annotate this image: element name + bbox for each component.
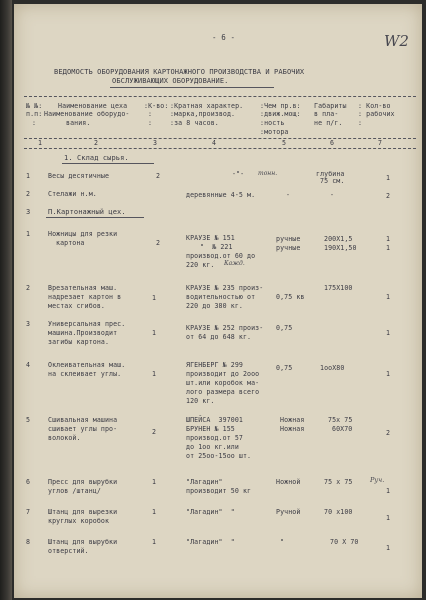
cell-text: ШПЕЙСА 397001 [186, 416, 243, 424]
title-underline [110, 87, 274, 88]
cell-text: п.п: [26, 110, 43, 118]
cell-text: 1 [38, 139, 43, 147]
cell-text: :за 8 часов. [170, 119, 219, 127]
cell-text: 1ооХ80 [320, 364, 345, 372]
cell-text: КРАУЗЕ № 151 [186, 234, 235, 242]
cell-text: 1 [26, 230, 31, 238]
cell-text: 2 [156, 239, 161, 247]
cell-text: : [148, 110, 153, 118]
cell-text: надрезает картон в [48, 293, 122, 301]
cell-text: производит 50 кг [186, 487, 252, 495]
cell-text: "Лагадин" " [186, 538, 235, 546]
cell-text: :марка,производ. [170, 110, 236, 118]
cell-text: 75х 75 [328, 416, 353, 424]
cell-text: : рабочих [358, 110, 395, 118]
cell-text: Габариты [314, 102, 347, 110]
cell-text: Наименование цеха [58, 102, 128, 110]
cell-text: 1 [152, 538, 157, 546]
cell-text: 8 [26, 538, 31, 546]
table-top-rule [24, 96, 416, 97]
cell-text: " [280, 538, 285, 546]
cell-text: 5 [282, 139, 287, 147]
cell-text: производит до 2ооо [186, 370, 260, 378]
cell-text: 60Х70 [332, 425, 353, 433]
cell-text: 5 [26, 416, 31, 424]
cell-text: ручные [276, 235, 301, 243]
cell-text: шт.или коробок ма- [186, 379, 260, 387]
cell-text: 1 [386, 174, 391, 182]
cell-text: " № 221 [200, 243, 233, 251]
cell-text: углов /штанц/ [48, 487, 101, 495]
cell-text: деревянные 4-5 м. [186, 191, 256, 199]
page-number: - 6 - [212, 33, 236, 42]
cell-text: 1 [386, 235, 391, 243]
cell-text: машина.Производит [48, 329, 118, 337]
cell-text: -"- [232, 170, 245, 178]
cell-text: 1 [386, 329, 391, 337]
cell-text: 1 [152, 478, 157, 486]
cell-text: БРУНЕН № 155 [186, 425, 235, 433]
cell-text: производ.от 60 до [186, 252, 256, 260]
cell-text: 2 [94, 139, 99, 147]
cell-text: лого размера всего [186, 388, 260, 396]
cell-text: - [286, 191, 291, 199]
section-heading-cardboard-shop: П.Картонажный цех. [48, 208, 126, 216]
cell-text: 190Х1,50 [324, 244, 357, 252]
book-binding-edge [0, 0, 12, 600]
cell-text: 1 [152, 370, 157, 378]
cell-text: Штанц для вырубки [48, 538, 118, 546]
cell-text: "Лагадин" [186, 478, 223, 486]
cell-text: : [358, 119, 363, 127]
cell-text: :К-во: [144, 102, 169, 110]
cell-text: вания. [66, 119, 91, 127]
cell-text: 2 [156, 172, 161, 180]
cell-text: волокой. [48, 434, 81, 442]
section-heading-warehouse: 1. Склад сырья. [64, 154, 129, 162]
cell-text: 6 [26, 478, 31, 486]
cell-text: 75 х 75 [324, 478, 353, 486]
cell-text: Наименование оборудо- [44, 110, 130, 118]
cell-text: 4 [26, 361, 31, 369]
cell-text: ручные [276, 244, 301, 252]
cell-text: Штанц для вырезки [48, 508, 118, 516]
cell-text: :ность [260, 119, 285, 127]
cell-text: КРАУЗЕ № 235 произ- [186, 284, 264, 292]
cell-text: 2 [26, 190, 31, 198]
cell-text: 7 [378, 139, 383, 147]
document-title-line1: ВЕДОМОСТЬ ОБОРУДОВАНИЯ КАРТОНАЖНОГО ПРОИЗВОДСТВА И РАБОЧИХ [54, 68, 305, 76]
cell-text: 70 х100 [324, 508, 353, 516]
cell-text: 7 [26, 508, 31, 516]
cell-text: "Лагадин" " [186, 508, 235, 516]
section-underline [62, 163, 154, 164]
cell-text: 4 [212, 139, 217, 147]
cell-text: местах сгибов. [48, 302, 105, 310]
cell-text: производ.от 57 [186, 434, 243, 442]
cell-text: Ручной [276, 508, 301, 516]
cell-text: № №: [26, 102, 43, 110]
cell-text: 3 [26, 320, 31, 328]
cell-text: - [330, 191, 335, 199]
cell-text: : [32, 119, 37, 127]
cell-text: до 1оо кг.или [186, 443, 239, 451]
cell-text: 1 [386, 293, 391, 301]
cell-text: картона [56, 239, 85, 247]
header-bottom-rule [24, 138, 416, 139]
cell-text: от 25оо-15оо шт. [186, 452, 252, 460]
cell-text: 3 [153, 139, 158, 147]
cell-text: от 64 до 648 кг. [186, 333, 252, 341]
cell-text: отверстий. [48, 547, 89, 555]
cell-text: 2 [386, 429, 391, 437]
cell-text: загибы картона. [48, 338, 110, 346]
cell-text: 0,75 кв [276, 293, 305, 301]
cell-text: не п/г. [314, 119, 343, 127]
cell-text: 175Х100 [324, 284, 353, 292]
cell-text: 220 до 380 кг. [186, 302, 243, 310]
cell-text: :Чем пр.в: [260, 102, 301, 110]
cell-text: 1 [152, 294, 157, 302]
cell-text: КРАУЗЕ № 252 произ- [186, 324, 264, 332]
cell-text: Руч. [370, 476, 385, 484]
cell-text: 1 [386, 514, 391, 522]
cell-text: Оклеивательная маш. [48, 361, 126, 369]
cell-text: Ножная [280, 416, 305, 424]
cell-text: 0,75 [276, 324, 293, 332]
cell-text: 220 кг. [186, 261, 215, 269]
cell-text: в пла- [314, 110, 339, 118]
cell-text: 70 Х 70 [330, 538, 359, 546]
cell-text: Весы десятичные [48, 172, 110, 180]
cell-text: 1 [386, 370, 391, 378]
cell-text: Кажд. [224, 260, 245, 267]
cell-text: 6 [330, 139, 335, 147]
cell-text: тонн. [258, 170, 278, 177]
cell-text: Ножной [276, 478, 301, 486]
cell-text: ЯГЕНБЕРГ № 299 [186, 361, 243, 369]
cell-text: :Кратная характер. [170, 102, 244, 110]
cell-text: на склеивает углы. [48, 370, 122, 378]
section-underline [46, 217, 144, 218]
cell-text: : [148, 119, 153, 127]
cell-text: :мотора [260, 128, 289, 136]
cell-text: 120 кг. [186, 397, 215, 405]
cell-text: Сшивальная машина [48, 416, 118, 424]
cell-text: 1 [152, 329, 157, 337]
section-number: 3 [26, 208, 31, 216]
corner-handwritten-mark: W2 [384, 32, 409, 50]
cell-text: 200Х1,5 [324, 235, 353, 243]
cell-text: 1 [386, 487, 391, 495]
cell-text: 2 [26, 284, 31, 292]
cell-text: 75 см. [320, 177, 345, 185]
cell-text: 1 [152, 508, 157, 516]
cell-text: 2 [386, 192, 391, 200]
cell-text: водительностью от [186, 293, 256, 301]
cell-text: Стелажи н.м. [48, 190, 97, 198]
cell-text: :движ.мощ: [260, 110, 301, 118]
cell-text: Универсальная прес. [48, 320, 126, 328]
cell-text: 1 [386, 244, 391, 252]
cell-text: круглых коробок [48, 517, 110, 525]
cell-text: : Кол-во [358, 102, 391, 110]
cell-text: глубина [316, 170, 345, 178]
document-title-line2: ОБСЛУЖИВАЮЩИХ ОБОРУДОВАНИЕ. [112, 77, 229, 85]
cell-text: 1 [26, 172, 31, 180]
cell-text: Пресс для вырубки [48, 478, 118, 486]
document-page [14, 4, 422, 598]
cell-text: 1 [386, 544, 391, 552]
cell-text: сшивает углы про- [48, 425, 118, 433]
cell-text: Ножная [280, 425, 305, 433]
cell-text: 0,75 [276, 364, 293, 372]
index-bottom-rule [24, 148, 416, 149]
cell-text: Врезательная маш. [48, 284, 118, 292]
cell-text: Ножницы для резки [48, 230, 118, 238]
cell-text: 2 [152, 428, 157, 436]
